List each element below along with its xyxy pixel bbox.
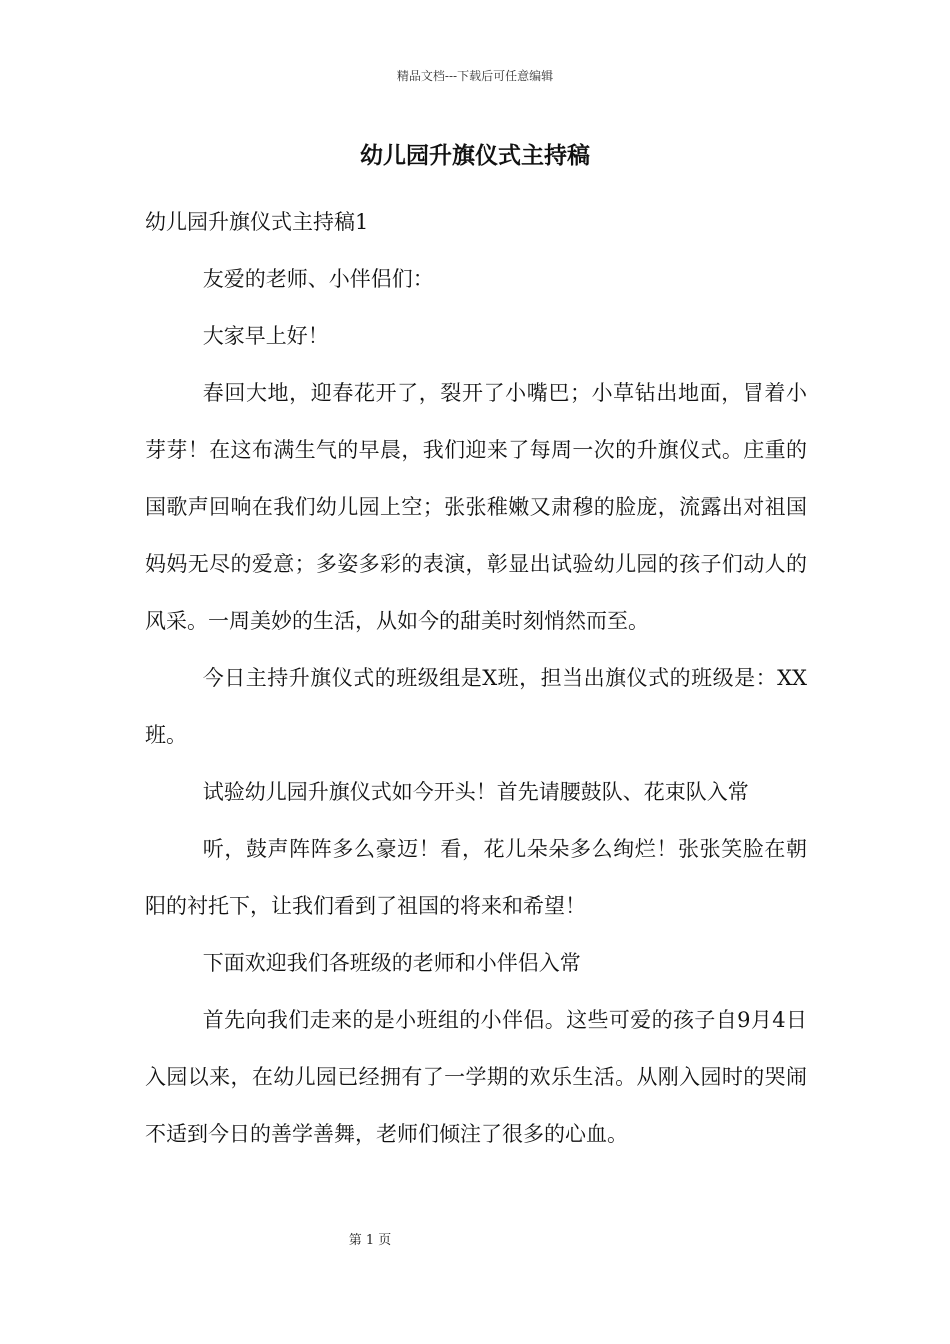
paragraph-small-class: 首先向我们走来的是小班组的小伴侣。这些可爱的孩子自9月4日入园以来，在幼儿园已经拥有了一学期的欢乐生活。从刚入园时的哭闹不适到今日的善学善舞，老师们倾注了很多的心血。 bbox=[145, 1008, 807, 1146]
header-note: 精品文档---下载后可任意编辑 bbox=[396, 69, 554, 83]
document-title: 幼儿园升旗仪式主持稿 bbox=[360, 142, 590, 169]
paragraph-greeting: 友爱的老师、小伴侣们： bbox=[202, 267, 434, 291]
page-number: 第 1 页 bbox=[348, 1233, 392, 1248]
paragraph-drums: 听，鼓声阵阵多么豪迈！看，花儿朵朵多么绚烂！张张笑脸在朝阳的衬托下，让我们看到了祖国的将来和希望！ bbox=[145, 837, 807, 918]
paragraph-good-morning: 大家早上好！ bbox=[202, 324, 329, 348]
document-body bbox=[145, 194, 807, 1163]
paragraph-host-class: 今日主持升旗仪式的班级组是X班，担当出旗仪式的班级是：XX班。 bbox=[145, 666, 807, 747]
paragraph-ceremony-start: 试验幼儿园升旗仪式如今开头！首先请腰鼓队、花束队入常 bbox=[202, 780, 749, 804]
section-heading: 幼儿园升旗仪式主持稿1 bbox=[145, 210, 369, 234]
paragraph-spring: 春回大地，迎春花开了，裂开了小嘴巴；小草钻出地面，冒着小芽芽！在这布满生气的早晨，我们迎来了每周一次的升旗仪式。庄重的国歌声回响在我们幼儿园上空；张张稚嫩又肃穆的脸庞，流露出对祖国妈妈无尽的爱意；多姿多彩的表演，彰显出试验幼儿园的孩子们动人的风采。一周美妙的生活，从如今的甜美时刻悄然而至。 bbox=[145, 381, 807, 633]
paragraph-welcome: 下面欢迎我们各班级的老师和小伴侣入常 bbox=[202, 951, 581, 975]
